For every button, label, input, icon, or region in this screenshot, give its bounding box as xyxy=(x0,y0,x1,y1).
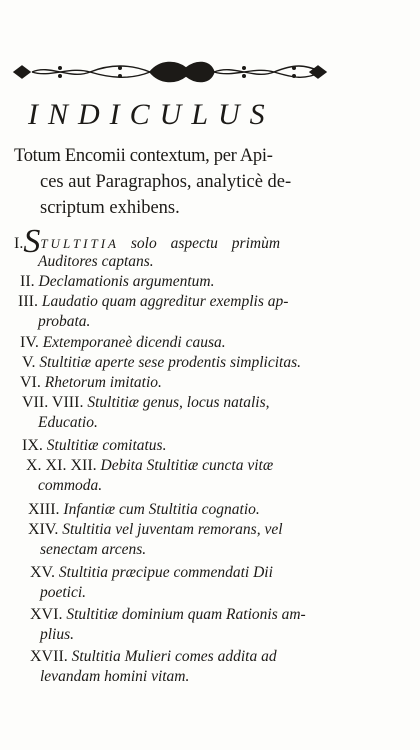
entry-number: XVII. xyxy=(30,648,68,665)
entry-number: XV. xyxy=(30,564,56,581)
intro-line: ces aut Paragraphos, analyticè de- xyxy=(40,172,292,192)
entry-continuation: Auditores captans. xyxy=(38,253,154,270)
toc-entry xyxy=(22,436,166,456)
toc-entry xyxy=(22,393,269,413)
entry-text: Infantiæ cum Stultitia cognatio. xyxy=(63,501,260,518)
entry-text: Debita Stultitiæ cuncta vitæ xyxy=(100,457,274,474)
toc-entry xyxy=(30,647,277,667)
entry-continuation: plius. xyxy=(40,626,75,643)
toc-entry xyxy=(14,223,281,260)
entry-number: XIV. xyxy=(28,521,59,538)
page-title: INDICULUS xyxy=(28,98,275,131)
entry-number: V. xyxy=(22,354,36,371)
toc-entry xyxy=(30,563,273,583)
entry-continuation: poetici. xyxy=(40,584,87,601)
intro-line: scriptum exhibens. xyxy=(40,198,180,218)
entry-text: Stultitiæ aperte sese prodentis simplicitas. xyxy=(39,354,301,371)
entry-text: Extemporaneè dicendi causa. xyxy=(42,334,226,351)
entry-text: Stultitia vel juventam remorans, vel xyxy=(62,521,283,538)
entry-text: Laudatio quam aggreditur exemplis ap- xyxy=(41,293,289,310)
entry-number: II. xyxy=(20,273,35,290)
entry-number: IV. xyxy=(20,334,39,351)
entry-number: VI. xyxy=(20,374,41,391)
entry-continuation: commoda. xyxy=(38,477,103,494)
entry-number: I. xyxy=(14,235,24,252)
toc-entry xyxy=(22,353,301,373)
entry-text: Stultitiæ genus, locus natalis, xyxy=(87,394,270,411)
entry-number: VII. VIII. xyxy=(22,394,84,411)
entry-number: IX. xyxy=(22,437,43,454)
toc-entry xyxy=(28,520,283,540)
entry-number: XIII. xyxy=(28,501,60,518)
entry-text: Stultitiæ comitatus. xyxy=(46,437,167,454)
entry-text: Stultitia præcipue commendati Dii xyxy=(58,564,273,581)
entry-text: solo aspectu primùm xyxy=(130,235,281,252)
drop-initial: S xyxy=(23,223,41,260)
entry-text: Rhetorum imitatio. xyxy=(44,374,162,391)
entry-small-caps: TULTITIA xyxy=(40,236,119,251)
intro-line: Totum Encomii contextum, per Api- xyxy=(14,146,273,166)
entry-number: XVI. xyxy=(30,606,63,623)
entry-text: Stultitiæ dominium quam Rationis am- xyxy=(66,606,306,623)
entry-number: X. XI. XII. xyxy=(26,457,97,474)
toc-entry xyxy=(20,373,162,393)
entry-number: III. xyxy=(18,293,38,310)
entry-continuation: probata. xyxy=(38,313,91,330)
entry-text: Stultitia Mulieri comes addita ad xyxy=(71,648,277,665)
toc-entry xyxy=(18,292,288,312)
entry-continuation: levandam homini vitam. xyxy=(40,668,190,685)
toc-entry xyxy=(26,456,273,476)
toc-entry xyxy=(20,333,226,353)
toc-entry xyxy=(28,500,260,520)
entry-continuation: senectam arcens. xyxy=(40,541,147,558)
toc-entry xyxy=(30,605,306,625)
entry-text: Declamationis argumentum. xyxy=(38,273,215,290)
entry-continuation: Educatio. xyxy=(38,414,98,431)
toc-entry xyxy=(20,272,214,292)
